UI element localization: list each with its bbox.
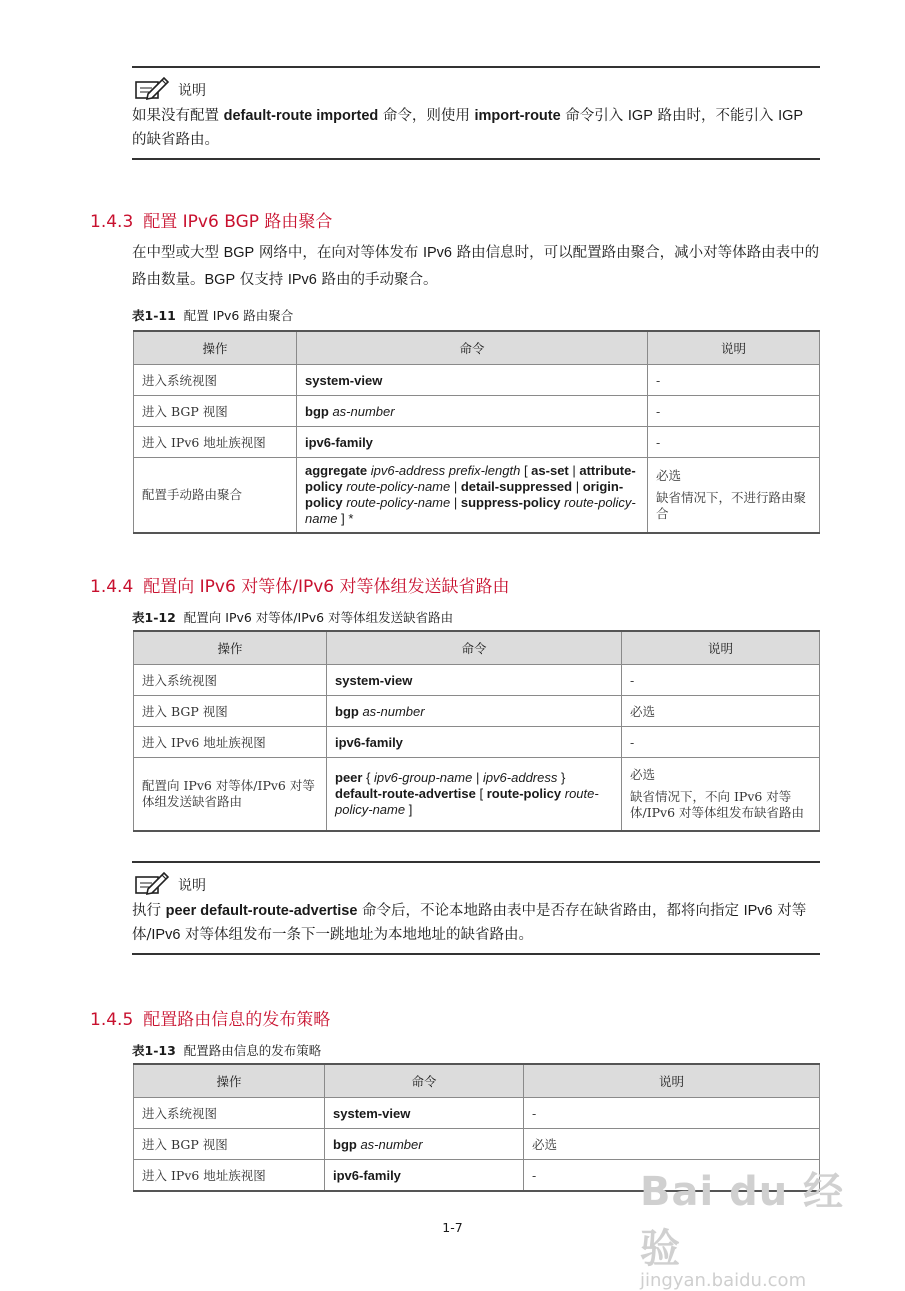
text-segment: | — [450, 495, 461, 510]
text-segment: 路由时，不能引入 — [652, 108, 779, 124]
text-segment: as-number — [362, 703, 425, 719]
caption-text: 配置路由信息的发布策略 — [183, 1043, 322, 1058]
operation-cell: 配置向 IPv6 对等体/IPv6 对等体组发送缺省路由 — [134, 758, 327, 832]
operation-cell: 进入 BGP 视图 — [134, 396, 297, 427]
text-segment: IGP — [627, 108, 653, 124]
text-segment: | — [472, 770, 483, 785]
note-pencil-icon — [134, 74, 170, 102]
text-segment: default-route imported — [223, 108, 379, 124]
table-caption-1-11 — [132, 306, 293, 324]
column-header: 命令 — [297, 331, 648, 365]
text-segment: ] — [405, 802, 413, 817]
description-cell — [648, 396, 820, 427]
text-segment: IPv6 — [151, 927, 181, 943]
note-label: 说明 — [178, 878, 206, 894]
table-1-11 — [133, 330, 820, 534]
text-segment: 命令后，不论本地路由表中是否存在缺省路由，都将向指定 — [357, 903, 744, 919]
note-text — [132, 102, 820, 158]
text-segment: origin-policy — [305, 479, 624, 510]
text-segment: route-policy-name — [305, 495, 636, 526]
section-title: 配置向 IPv6 对等体/IPv6 对等体组发送缺省路由 — [143, 577, 510, 597]
watermark-logo-text: Bai du 经验 — [640, 1169, 845, 1272]
text-segment: 如果没有配置 — [132, 108, 224, 124]
table-row — [134, 458, 820, 534]
text-segment: 命令引入 — [560, 108, 628, 124]
command-cell — [327, 696, 622, 727]
command-cell — [327, 758, 622, 832]
table-row — [134, 365, 820, 396]
note-text — [132, 897, 820, 953]
column-header: 操作 — [134, 331, 297, 365]
text-segment: route-policy-name — [346, 495, 451, 510]
text-segment: | — [568, 463, 580, 478]
text-segment: peer default-route-advertise — [165, 903, 358, 919]
text-segment: suppress-policy — [460, 495, 565, 510]
column-header: 操作 — [134, 1064, 325, 1098]
description-line: 缺省情况下，不进行路由聚合 — [656, 490, 807, 521]
text-segment: 的缺省路由。 — [132, 132, 219, 148]
text-segment: default-route-advertise — [335, 786, 476, 801]
description-cell — [648, 365, 820, 396]
table-row — [134, 427, 820, 458]
operation-cell: 进入 IPv6 地址族视图 — [134, 727, 327, 758]
text-segment: system-view — [335, 672, 413, 688]
section-number: 1.4.4 — [90, 577, 134, 597]
note-label: 说明 — [178, 83, 206, 99]
page-number: 1-7 — [442, 1220, 463, 1235]
caption-text: 配置 IPv6 路由聚合 — [183, 308, 294, 323]
operation-cell: 进入系统视图 — [134, 665, 327, 696]
text-segment: import-route — [474, 108, 561, 124]
text-segment: route-policy-name — [335, 786, 599, 817]
table-row — [134, 665, 820, 696]
table-row — [134, 758, 820, 832]
section-number: 1.4.5 — [90, 1010, 134, 1030]
description-cell — [622, 758, 820, 832]
text-segment: as-number — [360, 1136, 423, 1152]
text-segment: 对等体组发布一条下一跳地址为本地地址的缺省路由。 — [180, 927, 534, 943]
table-row — [134, 1098, 820, 1129]
command-cell — [297, 427, 648, 458]
text-segment: | — [572, 479, 583, 494]
text-segment: 对等体/ — [132, 903, 807, 943]
operation-cell: 进入 BGP 视图 — [134, 1129, 325, 1160]
section-paragraph: 在中型或大型 BGP 网络中，在向对等体发布 IPv6 路由信息时，可以配置路由聚合，减小对等体路由表中的路由数量。BGP 仅支持 IPv6 路由的手动聚合。 — [132, 245, 820, 288]
table-row — [134, 696, 820, 727]
description-line: - — [656, 434, 661, 450]
column-header: 说明 — [524, 1064, 820, 1098]
text-segment: IGP — [778, 108, 804, 124]
text-segment: aggregate — [305, 463, 371, 478]
text-segment: { — [362, 770, 375, 785]
text-segment: attribute-policy — [305, 463, 636, 494]
note-box-1 — [132, 66, 820, 160]
description-line: - — [630, 672, 635, 688]
description-line: - — [656, 372, 661, 388]
description-cell — [648, 427, 820, 458]
note-box-2 — [132, 861, 820, 955]
text-segment: IPv6 — [743, 903, 773, 919]
description-cell — [622, 727, 820, 758]
description-line: 缺省情况下，不向 IPv6 对等体/IPv6 对等体组发布缺省路由 — [630, 789, 805, 820]
description-line: - — [656, 403, 661, 419]
description-cell — [648, 458, 820, 534]
command-cell — [325, 1160, 524, 1192]
caption-id: 表1-13 — [132, 1043, 176, 1058]
caption-text: 配置向 IPv6 对等体/IPv6 对等体组发送缺省路由 — [183, 610, 454, 625]
description-cell — [524, 1129, 820, 1160]
operation-cell: 进入系统视图 — [134, 365, 297, 396]
text-segment: ] * — [337, 511, 354, 526]
text-segment: ipv6-family — [305, 434, 373, 450]
operation-cell: 进入系统视图 — [134, 1098, 325, 1129]
column-header: 说明 — [622, 631, 820, 665]
command-cell — [297, 396, 648, 427]
text-segment: 命令，则使用 — [378, 108, 475, 124]
note-pencil-icon — [134, 869, 170, 897]
column-header: 命令 — [325, 1064, 524, 1098]
operation-cell: 进入 IPv6 地址族视图 — [134, 427, 297, 458]
text-segment: detail-suppressed — [460, 479, 573, 494]
command-cell — [327, 665, 622, 696]
text-segment: bgp — [333, 1136, 361, 1152]
command-cell — [327, 727, 622, 758]
text-segment: ipv6-family — [335, 734, 403, 750]
text-segment: ipv6-family — [333, 1167, 401, 1183]
text-segment: } — [557, 770, 566, 785]
text-segment: 执行 — [132, 903, 166, 919]
description-line: 必选 — [630, 704, 656, 719]
section-heading-1-4-5 — [90, 1005, 330, 1030]
command-cell — [325, 1129, 524, 1160]
text-segment: [ — [520, 463, 532, 478]
text-segment: bgp — [335, 703, 363, 719]
text-segment: ipv6-address prefix-length — [370, 463, 521, 478]
caption-id: 表1-11 — [132, 308, 176, 323]
description-line: 必选 — [656, 468, 682, 483]
description-line: 必选 — [630, 767, 656, 782]
operation-cell: 进入 BGP 视图 — [134, 696, 327, 727]
text-segment: [ — [475, 786, 487, 801]
description-line: - — [532, 1167, 537, 1183]
text-segment: peer — [335, 770, 363, 785]
text-segment: as-number — [332, 403, 395, 419]
table-row — [134, 1129, 820, 1160]
description-cell — [524, 1098, 820, 1129]
table-row — [134, 396, 820, 427]
text-segment: bgp — [305, 403, 333, 419]
text-segment: ipv6-group-name — [374, 770, 473, 785]
section-title: 配置路由信息的发布策略 — [143, 1010, 331, 1030]
column-header: 说明 — [648, 331, 820, 365]
table-1-12 — [133, 630, 820, 832]
caption-id: 表1-12 — [132, 610, 176, 625]
text-segment: as-set — [531, 463, 569, 478]
section-heading-1-4-3 — [90, 207, 332, 232]
text-segment: | — [450, 479, 461, 494]
watermark-url: jingyan.baidu.com — [640, 1270, 807, 1291]
description-line: - — [630, 734, 635, 750]
note-header — [132, 68, 820, 102]
watermark — [640, 1160, 870, 1291]
command-cell — [297, 365, 648, 396]
section-heading-1-4-4 — [90, 572, 510, 597]
description-line: - — [532, 1105, 537, 1121]
column-header: 命令 — [327, 631, 622, 665]
section-title: 配置 IPv6 BGP 路由聚合 — [143, 212, 333, 232]
table-row — [134, 727, 820, 758]
table-caption-1-12 — [132, 608, 453, 626]
operation-cell: 进入 IPv6 地址族视图 — [134, 1160, 325, 1192]
description-line: 必选 — [532, 1137, 558, 1152]
text-segment: route-policy — [486, 786, 565, 801]
operation-cell: 配置手动路由聚合 — [134, 458, 297, 534]
table-caption-1-13 — [132, 1041, 321, 1059]
description-cell — [622, 665, 820, 696]
description-cell — [622, 696, 820, 727]
text-segment: route-policy-name — [346, 479, 451, 494]
column-header: 操作 — [134, 631, 327, 665]
text-segment: ipv6-address — [482, 770, 558, 785]
command-cell — [325, 1098, 524, 1129]
text-segment: system-view — [305, 372, 383, 388]
note-header — [132, 863, 820, 897]
command-cell — [297, 458, 648, 534]
section-number: 1.4.3 — [90, 212, 134, 232]
text-segment: system-view — [333, 1105, 411, 1121]
